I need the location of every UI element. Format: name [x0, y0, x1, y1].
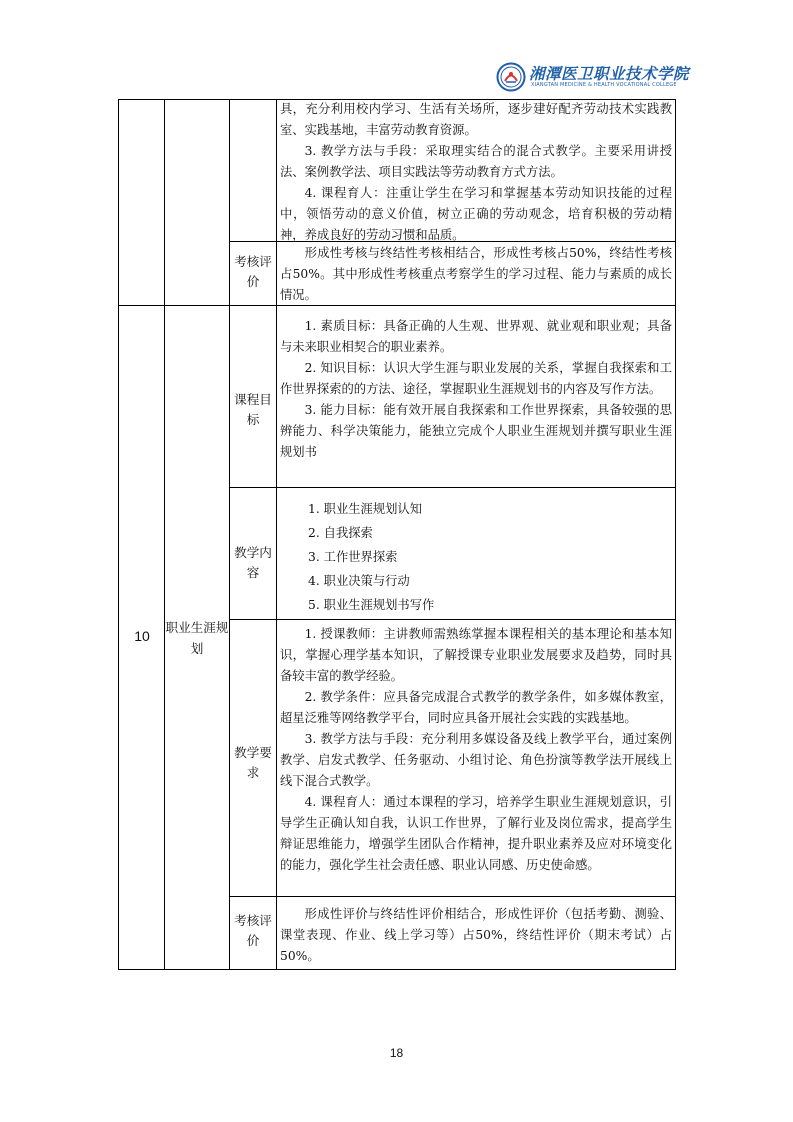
assess-text: 形成性考核与终结性考核相结合，形成性考核占50%，终结性考核占50%。其中形成性考核重点考察学生的学习过程、能力与素质的成长情况。 [280, 246, 672, 302]
content-item: 4. 职业决策与行动 [308, 574, 410, 588]
college-logo [496, 62, 690, 94]
req-item: 1. 授课教师：主讲教师需熟练掌握本课程相关的基本理论和基本知识，掌握心理学基本知识，了解授课专业职业发展要求及趋势，同时具备较丰富的教学经验。 [280, 627, 672, 683]
req-text: 4. 课程育人：注重让学生在学习和掌握基本劳动知识技能的过程中，领悟劳动的意义价值，树立正确的劳动观念，培育积极的劳动精神，养成良好的劳动习惯和品质。 [280, 186, 672, 242]
college-emblem-icon [496, 62, 526, 92]
course-name: 职业生涯规划 [165, 620, 229, 656]
row-divider [229, 487, 675, 488]
continued-requirements [280, 99, 672, 246]
goal-item: 2. 知识目标：认识大学生涯与职业发展的关系，掌握自我探索和工作世界探索的的方法、途径，掌握职业生涯规划书的内容及写作方法。 [280, 361, 672, 396]
content-label: 教学内容 [234, 545, 272, 580]
req-label: 教学要求 [234, 745, 272, 780]
logo-english-name: XIANGTAN MEDICINE & HEALTH VOCATIONAL COLLEGE [531, 82, 677, 88]
content-item: 2. 自我探索 [308, 526, 373, 540]
assess-text: 形成性评价与终结性评价相结合，形成性评价（包括考勤、测验、课堂表现、作业、线上学习等）占50%，终结性评价（期末考试）占50%。 [280, 907, 672, 963]
course-assessment [280, 904, 672, 967]
row-divider [229, 896, 675, 897]
content-item: 5. 职业生涯规划书写作 [308, 598, 435, 612]
content-item: 1. 职业生涯规划认知 [308, 502, 423, 516]
req-text: 具，充分利用校内学习、生活有关场所，逐步建好配齐劳动技术实践教室、实践基地，丰富劳动教育资源。 [280, 102, 672, 137]
req-item: 2. 教学条件：应具备完成混合式教学的教学条件，如多媒体教室，超星泛雅等网络教学平台，同时应具备开展社会实践的实践基地。 [280, 690, 672, 725]
continued-assessment [280, 243, 672, 306]
req-item: 4. 课程育人：通过本课程的学习，培养学生职业生涯规划意识，引导学生正确认知自我，认识工作世界，了解行业及岗位需求，提高学生辩证思维能力，增强学生团队合作精神，提升职业素养及应对环境变化的能力，强化学生社会责任感、职业认同感、历史使命感。 [280, 795, 672, 872]
course-goals [280, 316, 672, 463]
goal-item: 1. 素质目标：具备正确的人生观、世界观、就业观和职业观；具备与未来职业相契合的职业素养。 [280, 319, 672, 354]
col-divider-2 [229, 100, 230, 969]
col-divider-1 [164, 100, 165, 969]
curriculum-table [118, 99, 676, 970]
course-number: 10 [134, 628, 150, 644]
course-content [308, 498, 668, 618]
goal-item: 3. 能力目标：能有效开展自我探索和工作世界探索，具备较强的思辨能力、科学决策能力，能独立完成个人职业生涯规划并撰写职业生涯规划书 [280, 403, 672, 459]
req-text: 3. 教学方法与手段：采取理实结合的混合式教学。主要采用讲授法、案例教学法、项目实践法等劳动教育方式方法。 [280, 144, 672, 179]
assess-label: 考核评价 [234, 254, 272, 289]
assess-label: 考核评价 [234, 913, 272, 948]
content-item: 3. 工作世界探索 [308, 550, 398, 564]
req-item: 3. 教学方法与手段：充分利用多媒设备及线上教学平台，通过案例教学、启发式教学、任务驱动、小组讨论、角色扮演等教学法开展线上线下混合式教学。 [280, 732, 672, 788]
logo-chinese-name: 湘潭医卫职业技术学院 [529, 64, 690, 83]
page-number: 18 [389, 1046, 404, 1060]
col-divider-3 [276, 100, 277, 969]
course-requirements [280, 624, 672, 876]
goals-label: 课程目标 [234, 392, 272, 427]
row-divider [229, 619, 675, 620]
